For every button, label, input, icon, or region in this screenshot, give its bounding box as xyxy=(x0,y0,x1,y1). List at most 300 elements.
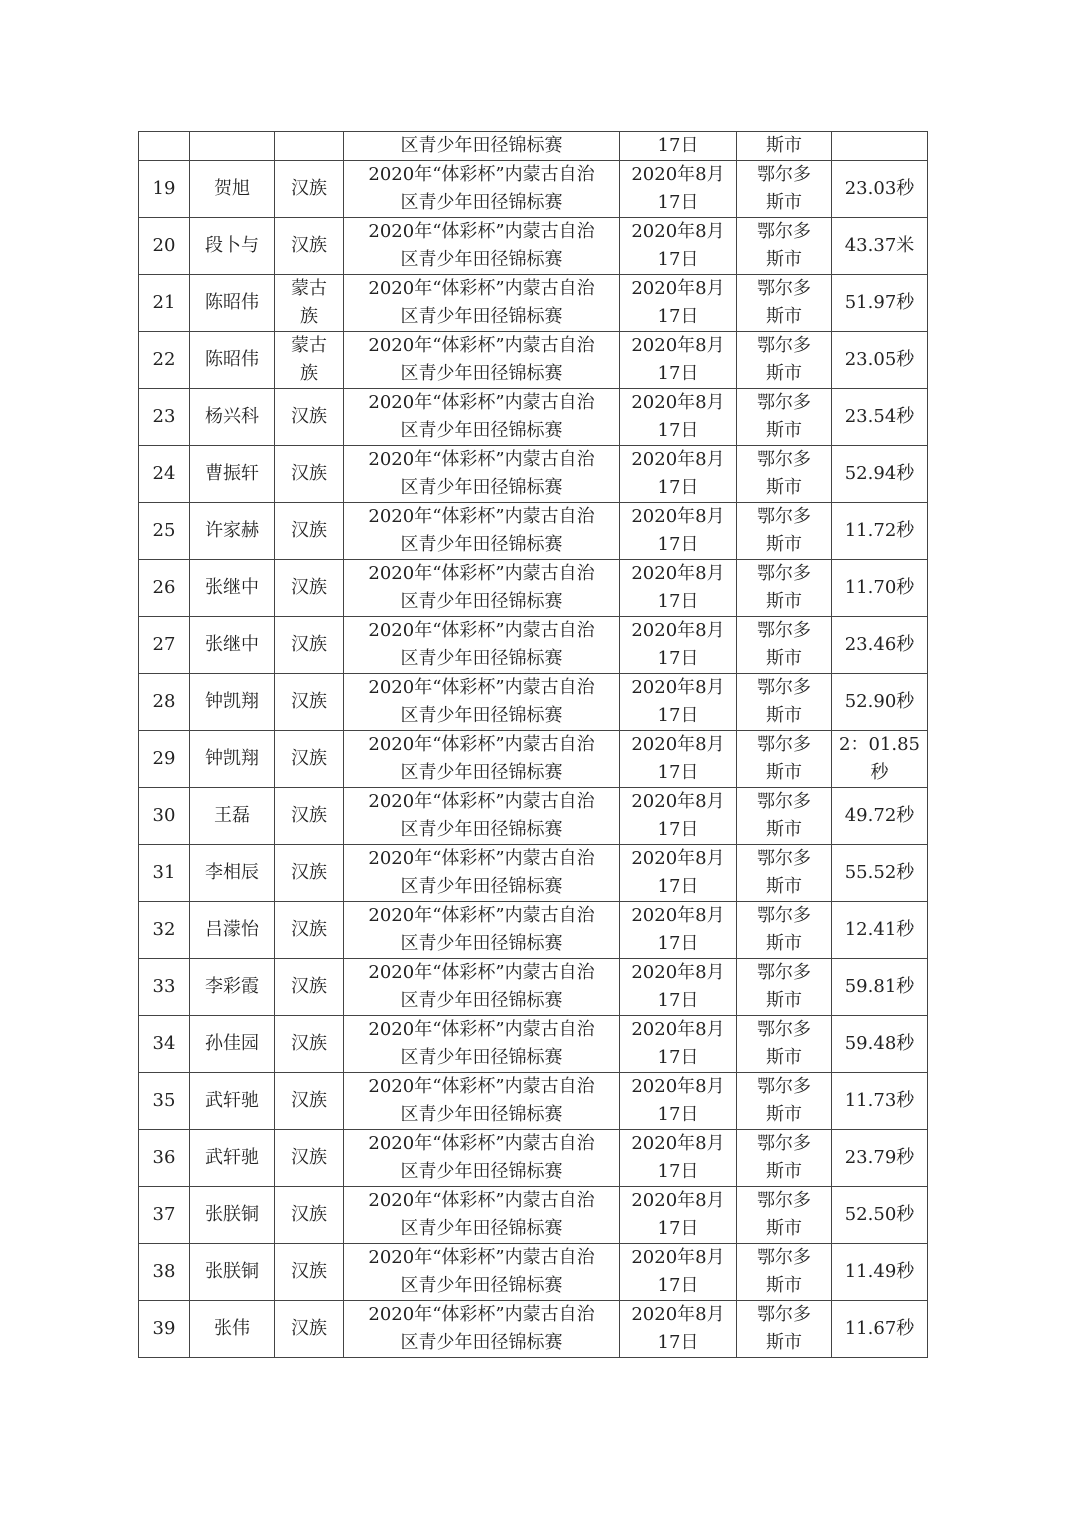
cell-event-line: 区青少年田径锦标赛 xyxy=(400,306,563,327)
cell-event-line: 区青少年田径锦标赛 xyxy=(400,363,563,384)
cell-ethnicity xyxy=(275,959,344,1016)
cell-date-line: 17日 xyxy=(657,249,699,270)
cell-event-line: 2020年“体彩杯”内蒙古自治 xyxy=(368,1133,595,1154)
results-table-body xyxy=(139,132,928,1358)
cell-event-line: 2020年“体彩杯”内蒙古自治 xyxy=(368,335,595,356)
table-row xyxy=(139,389,928,446)
cell-ethnicity-line: 汉族 xyxy=(291,520,327,541)
cell-place xyxy=(737,788,832,845)
table-row xyxy=(139,446,928,503)
cell-no: 31 xyxy=(139,845,190,902)
cell-place-line: 鄂尔多 xyxy=(757,278,811,299)
cell-ethnicity xyxy=(275,674,344,731)
cell-event xyxy=(344,902,620,959)
cell-date-line: 2020年8月 xyxy=(631,1304,725,1325)
cell-name: 张朕铜 xyxy=(190,1244,275,1301)
cell-place-line: 斯市 xyxy=(766,1047,802,1068)
cell-event xyxy=(344,389,620,446)
cell-ethnicity xyxy=(275,1016,344,1073)
table-row xyxy=(139,1244,928,1301)
cell-name: 张朕铜 xyxy=(190,1187,275,1244)
cell-ethnicity-line: 汉族 xyxy=(291,634,327,655)
cell-date xyxy=(620,218,737,275)
cell-no: 30 xyxy=(139,788,190,845)
cell-date xyxy=(620,161,737,218)
cell-ethnicity xyxy=(275,218,344,275)
cell-place-line: 鄂尔多 xyxy=(757,1247,811,1268)
cell-no: 35 xyxy=(139,1073,190,1130)
cell-event xyxy=(344,1073,620,1130)
cell-date-line: 17日 xyxy=(657,534,699,555)
cell-date xyxy=(620,845,737,902)
cell-ethnicity xyxy=(275,1301,344,1358)
cell-result xyxy=(832,1187,928,1244)
cell-event-line: 2020年“体彩杯”内蒙古自治 xyxy=(368,1247,595,1268)
cell-ethnicity xyxy=(275,446,344,503)
cell-event-line: 区青少年田径锦标赛 xyxy=(400,1218,563,1239)
cell-place-line: 鄂尔多 xyxy=(757,449,811,470)
cell-ethnicity xyxy=(275,132,344,161)
cell-place-line: 鄂尔多 xyxy=(757,1076,811,1097)
cell-date-line: 17日 xyxy=(657,1332,699,1353)
cell-name xyxy=(190,132,275,161)
cell-event-line: 2020年“体彩杯”内蒙古自治 xyxy=(368,506,595,527)
cell-result xyxy=(832,332,928,389)
cell-no: 27 xyxy=(139,617,190,674)
cell-date-line: 17日 xyxy=(657,933,699,954)
cell-date xyxy=(620,389,737,446)
cell-result xyxy=(832,959,928,1016)
cell-place-line: 斯市 xyxy=(766,1275,802,1296)
table-row xyxy=(139,161,928,218)
cell-event-line: 2020年“体彩杯”内蒙古自治 xyxy=(368,1076,595,1097)
cell-date-line: 2020年8月 xyxy=(631,1019,725,1040)
results-table xyxy=(138,131,928,1358)
cell-no: 19 xyxy=(139,161,190,218)
cell-event xyxy=(344,560,620,617)
cell-ethnicity-line: 汉族 xyxy=(291,805,327,826)
cell-place-line: 斯市 xyxy=(766,1218,802,1239)
cell-event xyxy=(344,1016,620,1073)
cell-ethnicity-line: 汉族 xyxy=(291,976,327,997)
cell-name: 曹振轩 xyxy=(190,446,275,503)
cell-name: 张继中 xyxy=(190,617,275,674)
cell-place xyxy=(737,617,832,674)
cell-ethnicity xyxy=(275,275,344,332)
cell-event-line: 2020年“体彩杯”内蒙古自治 xyxy=(368,1304,595,1325)
cell-place-line: 斯市 xyxy=(766,1104,802,1125)
cell-date-line: 2020年8月 xyxy=(631,1190,725,1211)
cell-event-line: 区青少年田径锦标赛 xyxy=(400,192,563,213)
cell-ethnicity-line: 汉族 xyxy=(291,1033,327,1054)
cell-date-line: 17日 xyxy=(657,990,699,1011)
cell-event-line: 区青少年田径锦标赛 xyxy=(400,420,563,441)
cell-place-line: 斯市 xyxy=(766,591,802,612)
cell-result-line: 12.41秒 xyxy=(844,919,915,940)
cell-place xyxy=(737,332,832,389)
cell-result-line: 49.72秒 xyxy=(844,805,915,826)
cell-event xyxy=(344,275,620,332)
cell-place-line: 斯市 xyxy=(766,192,802,213)
cell-ethnicity xyxy=(275,389,344,446)
table-row-continued xyxy=(139,132,928,161)
cell-date xyxy=(620,503,737,560)
cell-result xyxy=(832,1301,928,1358)
cell-ethnicity-line: 汉族 xyxy=(291,235,327,256)
cell-date-line: 2020年8月 xyxy=(631,221,725,242)
cell-date xyxy=(620,959,737,1016)
cell-event-line: 区青少年田径锦标赛 xyxy=(400,1161,563,1182)
cell-ethnicity xyxy=(275,731,344,788)
cell-result xyxy=(832,731,928,788)
cell-ethnicity-line: 汉族 xyxy=(291,463,327,484)
cell-result-line: 23.46秒 xyxy=(844,634,915,655)
cell-no: 24 xyxy=(139,446,190,503)
cell-date-line: 2020年8月 xyxy=(631,449,725,470)
cell-event xyxy=(344,218,620,275)
cell-ethnicity-line: 汉族 xyxy=(291,1147,327,1168)
cell-result-line: 59.81秒 xyxy=(844,976,915,997)
cell-ethnicity xyxy=(275,560,344,617)
cell-date-line: 2020年8月 xyxy=(631,848,725,869)
cell-place xyxy=(737,731,832,788)
cell-result xyxy=(832,560,928,617)
cell-ethnicity-line: 汉族 xyxy=(291,862,327,883)
cell-date-line: 17日 xyxy=(657,420,699,441)
table-row xyxy=(139,218,928,275)
cell-date xyxy=(620,1016,737,1073)
cell-name: 孙佳园 xyxy=(190,1016,275,1073)
cell-ethnicity xyxy=(275,1187,344,1244)
table-row xyxy=(139,959,928,1016)
cell-place-line: 斯市 xyxy=(766,1161,802,1182)
cell-event xyxy=(344,617,620,674)
cell-result-line: 11.72秒 xyxy=(844,520,915,541)
cell-result-line: 23.54秒 xyxy=(844,406,915,427)
cell-date xyxy=(620,1187,737,1244)
cell-result-line: 11.73秒 xyxy=(844,1090,915,1111)
cell-place xyxy=(737,959,832,1016)
cell-date-line: 17日 xyxy=(657,819,699,840)
cell-place-line: 斯市 xyxy=(766,477,802,498)
cell-result xyxy=(832,389,928,446)
cell-ethnicity-line: 汉族 xyxy=(291,919,327,940)
cell-place xyxy=(737,218,832,275)
cell-date-line: 17日 xyxy=(657,363,699,384)
cell-place-line: 鄂尔多 xyxy=(757,677,811,698)
cell-place xyxy=(737,389,832,446)
cell-ethnicity xyxy=(275,161,344,218)
cell-no: 29 xyxy=(139,731,190,788)
cell-place-line: 斯市 xyxy=(766,648,802,669)
cell-event xyxy=(344,1130,620,1187)
cell-place-line: 斯市 xyxy=(766,1332,802,1353)
cell-result-line: 2：01.85 xyxy=(839,734,920,755)
cell-result xyxy=(832,902,928,959)
cell-no: 22 xyxy=(139,332,190,389)
cell-event-line: 区青少年田径锦标赛 xyxy=(400,1332,563,1353)
cell-result-line: 11.49秒 xyxy=(844,1261,915,1282)
cell-date xyxy=(620,617,737,674)
cell-place xyxy=(737,161,832,218)
cell-place-line: 鄂尔多 xyxy=(757,905,811,926)
cell-result-line: 秒 xyxy=(870,762,889,783)
cell-date-line: 2020年8月 xyxy=(631,335,725,356)
cell-place-line: 鄂尔多 xyxy=(757,1133,811,1154)
cell-place-line: 鄂尔多 xyxy=(757,1190,811,1211)
cell-place xyxy=(737,1130,832,1187)
cell-no xyxy=(139,132,190,161)
cell-date xyxy=(620,332,737,389)
cell-date-line: 17日 xyxy=(657,762,699,783)
cell-event-line: 区青少年田径锦标赛 xyxy=(400,591,563,612)
cell-no: 21 xyxy=(139,275,190,332)
cell-date-line: 17日 xyxy=(657,1104,699,1125)
cell-event-line: 区青少年田径锦标赛 xyxy=(400,534,563,555)
cell-ethnicity xyxy=(275,503,344,560)
cell-date xyxy=(620,560,737,617)
cell-event-line: 2020年“体彩杯”内蒙古自治 xyxy=(368,734,595,755)
cell-place-line: 斯市 xyxy=(766,705,802,726)
cell-date-line: 2020年8月 xyxy=(631,506,725,527)
cell-place-line: 鄂尔多 xyxy=(757,164,811,185)
cell-ethnicity xyxy=(275,902,344,959)
cell-result-line: 52.94秒 xyxy=(844,463,915,484)
cell-ethnicity-line: 汉族 xyxy=(291,691,327,712)
cell-event xyxy=(344,503,620,560)
cell-date-line: 2020年8月 xyxy=(631,677,725,698)
cell-result-line: 23.05秒 xyxy=(844,349,915,370)
cell-place-line: 斯市 xyxy=(766,534,802,555)
cell-event xyxy=(344,161,620,218)
cell-ethnicity-line: 汉族 xyxy=(291,577,327,598)
cell-place-line: 鄂尔多 xyxy=(757,1304,811,1325)
cell-date-line: 17日 xyxy=(657,1161,699,1182)
table-row xyxy=(139,674,928,731)
cell-event-line: 2020年“体彩杯”内蒙古自治 xyxy=(368,1190,595,1211)
table-row xyxy=(139,1073,928,1130)
cell-name: 吕濛怡 xyxy=(190,902,275,959)
cell-ethnicity-line: 蒙古 xyxy=(291,335,327,356)
cell-ethnicity xyxy=(275,617,344,674)
cell-date xyxy=(620,788,737,845)
cell-date-line: 2020年8月 xyxy=(631,164,725,185)
cell-place-line: 鄂尔多 xyxy=(757,620,811,641)
cell-date-line: 17日 xyxy=(657,1275,699,1296)
cell-place xyxy=(737,1016,832,1073)
cell-event-line: 区青少年田径锦标赛 xyxy=(400,990,563,1011)
cell-place-line: 鄂尔多 xyxy=(757,335,811,356)
cell-event-line: 区青少年田径锦标赛 xyxy=(400,933,563,954)
cell-event-line: 区青少年田径锦标赛 xyxy=(400,876,563,897)
cell-name: 李相辰 xyxy=(190,845,275,902)
cell-ethnicity-line: 汉族 xyxy=(291,1090,327,1111)
cell-place-line: 斯市 xyxy=(766,933,802,954)
cell-result-line: 43.37米 xyxy=(844,235,915,256)
cell-place-line: 斯市 xyxy=(766,990,802,1011)
cell-date xyxy=(620,1301,737,1358)
cell-place-line: 斯市 xyxy=(766,876,802,897)
cell-date-line: 17日 xyxy=(657,591,699,612)
cell-ethnicity-line: 汉族 xyxy=(291,178,327,199)
cell-date-line: 17日 xyxy=(657,477,699,498)
cell-event-line: 2020年“体彩杯”内蒙古自治 xyxy=(368,563,595,584)
cell-event-line: 区青少年田径锦标赛 xyxy=(400,249,563,270)
cell-place-line: 斯市 xyxy=(766,420,802,441)
cell-event xyxy=(344,1244,620,1301)
cell-event-line: 区青少年田径锦标赛 xyxy=(400,762,563,783)
cell-place xyxy=(737,275,832,332)
cell-name: 杨兴科 xyxy=(190,389,275,446)
cell-result xyxy=(832,617,928,674)
cell-result-line: 23.03秒 xyxy=(844,178,915,199)
table-row xyxy=(139,275,928,332)
cell-place-line: 鄂尔多 xyxy=(757,848,811,869)
cell-date xyxy=(620,902,737,959)
cell-event-line: 区青少年田径锦标赛 xyxy=(400,477,563,498)
cell-ethnicity xyxy=(275,845,344,902)
cell-date xyxy=(620,1244,737,1301)
cell-place: 斯市 xyxy=(737,132,832,161)
table-row xyxy=(139,1301,928,1358)
cell-place xyxy=(737,902,832,959)
cell-name: 张伟 xyxy=(190,1301,275,1358)
cell-result xyxy=(832,218,928,275)
cell-date-line: 2020年8月 xyxy=(631,392,725,413)
cell-date-line: 2020年8月 xyxy=(631,1247,725,1268)
cell-no: 36 xyxy=(139,1130,190,1187)
cell-date xyxy=(620,674,737,731)
cell-result xyxy=(832,1130,928,1187)
cell-place xyxy=(737,503,832,560)
cell-date-line: 2020年8月 xyxy=(631,734,725,755)
cell-event xyxy=(344,731,620,788)
cell-event-line: 2020年“体彩杯”内蒙古自治 xyxy=(368,221,595,242)
cell-event xyxy=(344,959,620,1016)
cell-event-line: 区青少年田径锦标赛 xyxy=(400,705,563,726)
cell-result xyxy=(832,132,928,161)
cell-result xyxy=(832,161,928,218)
cell-place-line: 斯市 xyxy=(766,363,802,384)
cell-place-line: 鄂尔多 xyxy=(757,962,811,983)
cell-event-line: 2020年“体彩杯”内蒙古自治 xyxy=(368,278,595,299)
cell-name: 张继中 xyxy=(190,560,275,617)
cell-ethnicity-line: 汉族 xyxy=(291,1318,327,1339)
cell-event-line: 区青少年田径锦标赛 xyxy=(400,819,563,840)
cell-name: 王磊 xyxy=(190,788,275,845)
table-row xyxy=(139,1187,928,1244)
cell-event-line: 2020年“体彩杯”内蒙古自治 xyxy=(368,848,595,869)
cell-event xyxy=(344,1301,620,1358)
cell-date xyxy=(620,275,737,332)
cell-ethnicity-line: 汉族 xyxy=(291,1204,327,1225)
cell-place xyxy=(737,1187,832,1244)
cell-ethnicity xyxy=(275,788,344,845)
cell-place xyxy=(737,674,832,731)
cell-date-line: 17日 xyxy=(657,192,699,213)
cell-event xyxy=(344,332,620,389)
cell-no: 26 xyxy=(139,560,190,617)
cell-event-line: 区青少年田径锦标赛 xyxy=(400,1047,563,1068)
cell-result-line: 23.79秒 xyxy=(844,1147,915,1168)
cell-result-line: 52.50秒 xyxy=(844,1204,915,1225)
cell-date-line: 2020年8月 xyxy=(631,563,725,584)
cell-place xyxy=(737,1073,832,1130)
cell-ethnicity xyxy=(275,1073,344,1130)
cell-place-line: 鄂尔多 xyxy=(757,221,811,242)
cell-event-line: 2020年“体彩杯”内蒙古自治 xyxy=(368,1019,595,1040)
cell-name: 贺旭 xyxy=(190,161,275,218)
cell-result-line: 55.52秒 xyxy=(844,862,915,883)
cell-date-line: 17日 xyxy=(657,1218,699,1239)
cell-place xyxy=(737,560,832,617)
cell-date-line: 2020年8月 xyxy=(631,1076,725,1097)
cell-no: 28 xyxy=(139,674,190,731)
cell-date-line: 17日 xyxy=(657,705,699,726)
cell-place xyxy=(737,1244,832,1301)
cell-event-line: 区青少年田径锦标赛 xyxy=(400,648,563,669)
cell-result xyxy=(832,275,928,332)
cell-event-line: 2020年“体彩杯”内蒙古自治 xyxy=(368,164,595,185)
cell-place-line: 斯市 xyxy=(766,819,802,840)
cell-name: 段卜与 xyxy=(190,218,275,275)
cell-date xyxy=(620,1130,737,1187)
cell-name: 钟凯翔 xyxy=(190,674,275,731)
cell-no: 33 xyxy=(139,959,190,1016)
cell-place-line: 鄂尔多 xyxy=(757,1019,811,1040)
cell-ethnicity-line: 汉族 xyxy=(291,748,327,769)
cell-ethnicity-line: 族 xyxy=(300,363,318,384)
cell-event-line: 2020年“体彩杯”内蒙古自治 xyxy=(368,905,595,926)
cell-date-line: 17日 xyxy=(657,648,699,669)
cell-place-line: 斯市 xyxy=(766,306,802,327)
cell-no: 32 xyxy=(139,902,190,959)
cell-result xyxy=(832,1073,928,1130)
cell-result xyxy=(832,845,928,902)
cell-result xyxy=(832,1016,928,1073)
cell-event xyxy=(344,674,620,731)
cell-no: 25 xyxy=(139,503,190,560)
cell-name: 钟凯翔 xyxy=(190,731,275,788)
cell-ethnicity xyxy=(275,1130,344,1187)
cell-place-line: 鄂尔多 xyxy=(757,563,811,584)
table-row xyxy=(139,503,928,560)
table-row xyxy=(139,1016,928,1073)
cell-name: 陈昭伟 xyxy=(190,332,275,389)
cell-name: 李彩霞 xyxy=(190,959,275,1016)
table-row xyxy=(139,731,928,788)
cell-no: 38 xyxy=(139,1244,190,1301)
cell-place-line: 斯市 xyxy=(766,762,802,783)
cell-event xyxy=(344,845,620,902)
cell-result-line: 11.70秒 xyxy=(844,577,915,598)
cell-event xyxy=(344,446,620,503)
table-row xyxy=(139,1130,928,1187)
cell-no: 37 xyxy=(139,1187,190,1244)
table-row xyxy=(139,560,928,617)
cell-result-line: 11.67秒 xyxy=(844,1318,915,1339)
cell-name: 陈昭伟 xyxy=(190,275,275,332)
cell-ethnicity xyxy=(275,1244,344,1301)
cell-ethnicity-line: 蒙古 xyxy=(291,278,327,299)
cell-ethnicity-line: 汉族 xyxy=(291,406,327,427)
cell-result xyxy=(832,503,928,560)
cell-place xyxy=(737,446,832,503)
cell-no: 20 xyxy=(139,218,190,275)
cell-event xyxy=(344,1187,620,1244)
table-row xyxy=(139,788,928,845)
cell-event: 区青少年田径锦标赛 xyxy=(344,132,620,161)
